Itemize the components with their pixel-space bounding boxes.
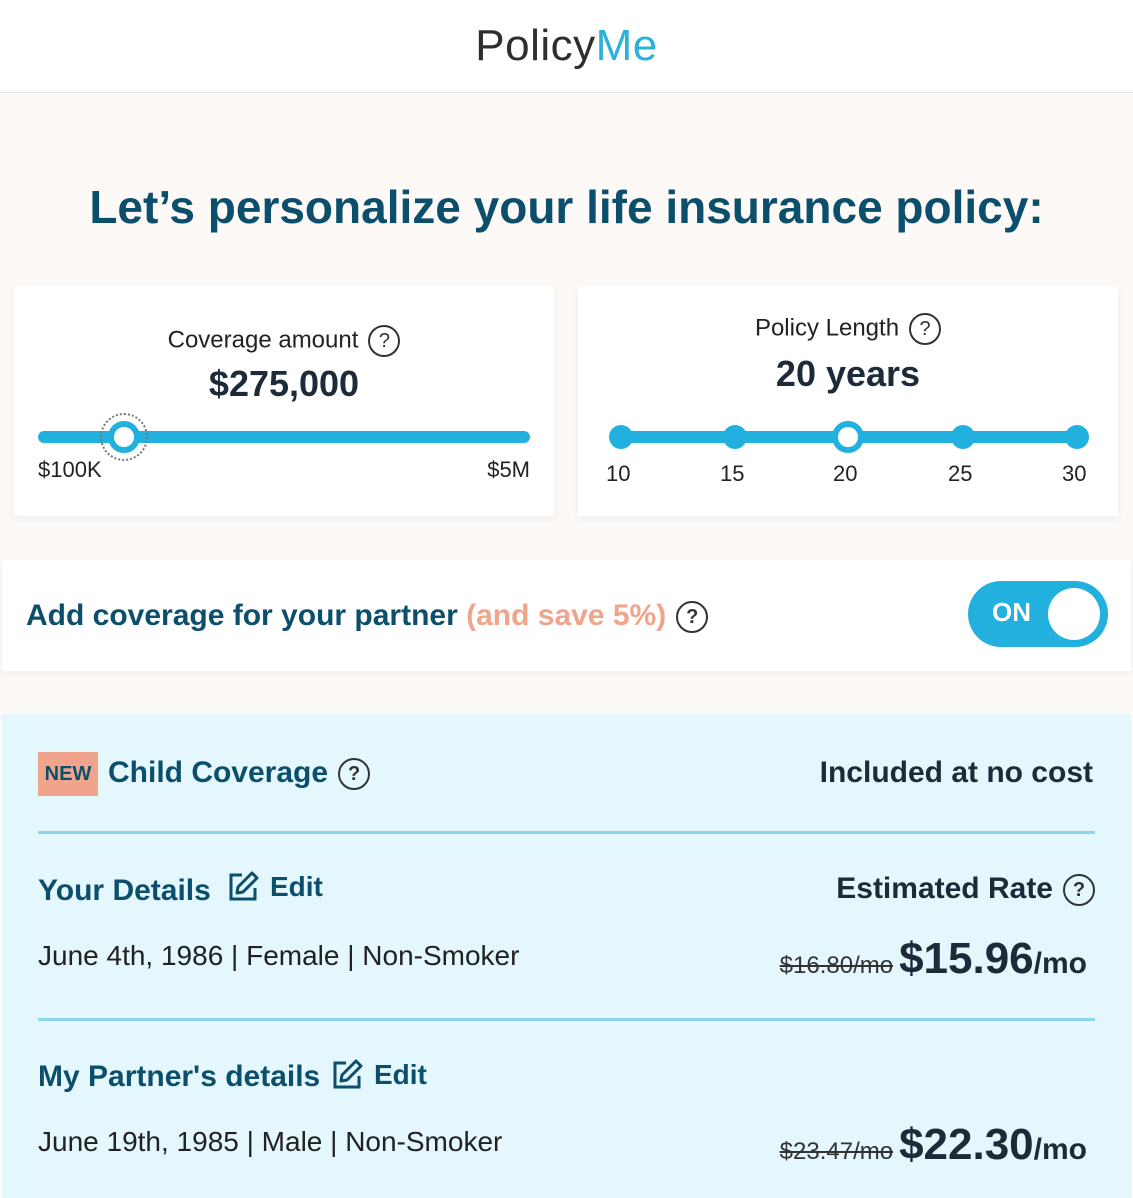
logo[interactable] <box>475 21 658 71</box>
policy-length-card <box>578 285 1118 516</box>
your-old-price: $16.80/mo <box>779 952 894 979</box>
policy-length-tick: 10 <box>606 461 631 486</box>
coverage-label: Coverage amount <box>167 326 359 354</box>
child-coverage-title: Child Coverage <box>108 756 329 789</box>
coverage-help-icon[interactable]: ? <box>368 325 400 357</box>
policy-length-slider-thumb[interactable] <box>832 421 864 453</box>
estimated-rate-row <box>836 872 1095 906</box>
pencil-square-icon <box>330 1058 364 1092</box>
coverage-max-label: $5M <box>487 457 530 482</box>
coverage-slider-thumb[interactable] <box>108 421 140 453</box>
estimated-rate-help-icon[interactable]: ? <box>1063 874 1095 906</box>
logo-part-me: Me <box>595 21 658 70</box>
policy-length-value: 20 years <box>775 353 921 394</box>
partner-rate <box>780 1120 1087 1170</box>
your-price-unit: /mo <box>1033 947 1087 980</box>
policy-length-label-row <box>578 313 1118 345</box>
logo-part-policy: Policy <box>475 21 596 70</box>
your-details-info: June 4th, 1986 | Female | Non-Smoker <box>38 940 520 971</box>
partner-new-price: $22.30 <box>899 1120 1034 1169</box>
edit-label: Edit <box>374 1059 427 1090</box>
policy-length-stop-25[interactable] <box>951 425 975 449</box>
partner-coverage-row <box>2 559 1131 671</box>
toggle-on-label: ON <box>992 597 1031 627</box>
your-new-price: $15.96 <box>899 934 1034 983</box>
child-coverage-status: Included at no cost <box>819 756 1093 789</box>
partner-save-text: (and save 5%) <box>466 599 667 632</box>
header <box>0 0 1133 93</box>
coverage-min-label: $100K <box>38 457 102 482</box>
child-coverage-help-icon[interactable]: ? <box>338 758 370 790</box>
policy-length-tick: 30 <box>1062 461 1087 486</box>
policy-length-label: Policy Length <box>754 314 900 342</box>
policy-length-tick: 15 <box>720 461 745 486</box>
partner-details-edit-button[interactable] <box>330 1058 427 1092</box>
coverage-label-row <box>14 325 554 357</box>
coverage-value: $275,000 <box>208 363 360 404</box>
policy-length-stop-10[interactable] <box>609 425 633 449</box>
new-badge: NEW <box>38 752 98 796</box>
page-title: Let’s personalize your life insurance policy: <box>89 181 1044 233</box>
partner-price-unit: /mo <box>1033 1133 1087 1166</box>
policy-length-help-icon[interactable]: ? <box>909 313 941 345</box>
edit-label: Edit <box>270 871 323 902</box>
your-rate <box>780 934 1087 984</box>
partner-old-price: $23.47/mo <box>779 1138 894 1165</box>
pencil-square-icon <box>226 870 260 904</box>
policy-length-tick: 20 <box>833 461 858 486</box>
policy-length-stop-15[interactable] <box>723 425 747 449</box>
partner-details-info: June 19th, 1985 | Male | Non-Smoker <box>38 1126 503 1157</box>
policy-length-tick: 25 <box>948 461 973 486</box>
partner-help-icon[interactable]: ? <box>676 601 708 633</box>
coverage-card <box>14 285 554 516</box>
toggle-knob <box>1048 588 1100 640</box>
your-details-edit-button[interactable] <box>226 870 323 904</box>
your-details-title: Your Details <box>38 874 211 907</box>
estimated-rate-title: Estimated Rate <box>836 872 1053 905</box>
partner-details-title: My Partner's details <box>38 1060 321 1093</box>
partner-coverage-label: Add coverage for your partner <box>26 599 458 632</box>
child-coverage-title-row <box>108 756 370 790</box>
divider <box>38 1018 1095 1021</box>
divider <box>38 831 1095 834</box>
details-panel <box>2 714 1131 1198</box>
partner-coverage-label-row <box>26 599 708 633</box>
partner-coverage-toggle[interactable] <box>968 581 1108 647</box>
policy-length-stop-30[interactable] <box>1065 425 1089 449</box>
